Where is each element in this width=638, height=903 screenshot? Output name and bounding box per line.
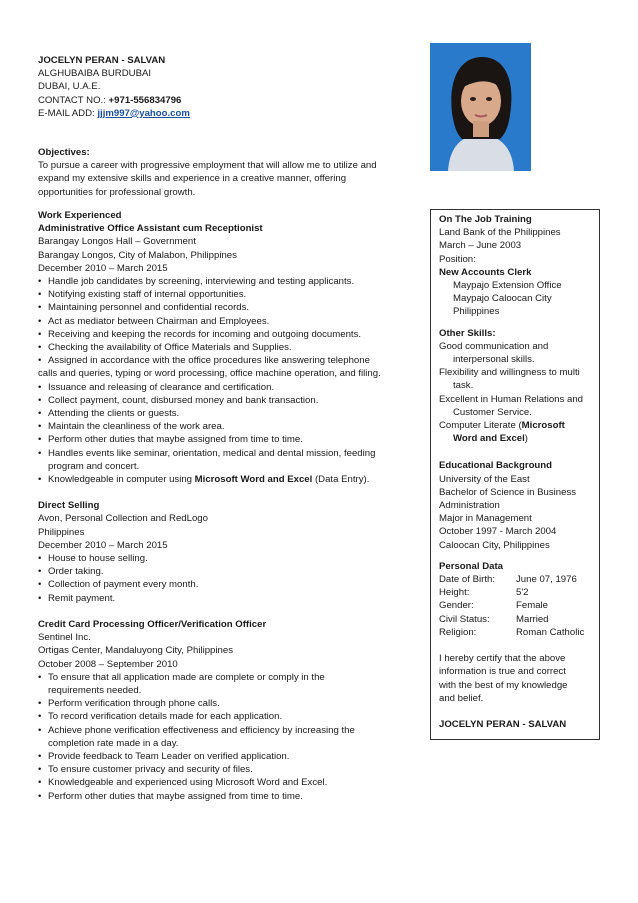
job-bullet: • Assigned in accordance with the office procedures like answering telephone (38, 354, 413, 367)
work-title: Work Experienced (38, 210, 122, 221)
ojt-title: On The Job Training (439, 214, 532, 225)
email (38, 107, 398, 120)
bullet-text: (Data Entry). (312, 474, 370, 486)
sidebar-box (430, 209, 600, 740)
certify-line: and belief. (439, 692, 484, 704)
education-line: Major in Management (439, 513, 532, 525)
job-detail: Barangay Longos, City of Malabon, Philippines (38, 249, 237, 261)
job-bullet (38, 473, 413, 486)
ojt-line: Position: (439, 253, 476, 265)
applicant-name: JOCELYN PERAN - SALVAN (38, 55, 166, 66)
personal-row (439, 626, 591, 639)
job-bullet-continuation: program and concert. (48, 460, 140, 472)
email-link[interactable]: jjjm997@yahoo.com (97, 107, 190, 119)
job-bullet: • Perform verification through phone calls. (38, 697, 413, 710)
skill-text: ) (524, 433, 528, 445)
job-bullet: • Notifying existing staff of internal opportunities. (38, 288, 413, 301)
certify-line: information is true and correct (439, 666, 566, 678)
personal-key: Date of Birth: (439, 574, 495, 586)
job-bullet: • Collection of payment every month. (38, 578, 413, 591)
objectives-line: To pursue a career with progressive employment that will allow me to utilize and (38, 160, 377, 172)
personal-value: June 07, 1976 (516, 574, 577, 586)
job-bullet: • Maintaining personnel and confidential records. (38, 301, 413, 314)
certify-line: with the best of my knowledge (439, 679, 568, 691)
certify-line: I hereby certify that the above (439, 653, 566, 665)
job-position: Direct Selling (38, 500, 100, 512)
personal-row (439, 599, 591, 612)
education-line: Administration (439, 500, 500, 512)
job-bullet: • To ensure that all application made are complete or comply in the (38, 671, 413, 684)
personal-key: Gender: (439, 600, 474, 612)
job-bullet: • Handles events like seminar, orientation, medical and dental mission, feeding (38, 447, 413, 460)
portrait-image (430, 43, 531, 171)
contact-label: CONTACT NO.: (38, 94, 109, 106)
education-line: October 1997 - March 2004 (439, 526, 557, 538)
skill-item (439, 419, 591, 432)
job-bullet-continuation: calls and queries, typing or word processing, office machine operation, and filing. (38, 368, 381, 380)
contact-header (38, 54, 398, 120)
job-bullet: • Handle job candidates by screening, interviewing and testing applicants. (38, 275, 413, 288)
skill-text: Computer Literate ( (439, 420, 522, 432)
job-bullet: • Checking the availability of Office Materials and Supplies. (38, 341, 413, 354)
job-detail: December 2010 – March 2015 (38, 539, 168, 551)
personal-row (439, 573, 591, 586)
objectives-line: opportunities for professional growth. (38, 186, 196, 198)
job-bullet: • Knowledgeable and experienced using Microsoft Word and Excel. (38, 776, 413, 789)
skill-item-continuation: interpersonal skills. (453, 354, 535, 366)
job-bullet: • Perform other duties that maybe assigned from time to time. (38, 433, 413, 446)
personal-key: Civil Status: (439, 613, 490, 625)
personal-row (439, 586, 591, 599)
personal-value: Roman Catholic (516, 626, 585, 638)
job-bullet: • Collect payment, count, disbursed money and bank transaction. (38, 394, 413, 407)
skill-bold-text: Microsoft (521, 420, 565, 432)
job-position: Credit Card Processing Officer/Verification Officer (38, 618, 267, 630)
profile-photo (430, 43, 531, 171)
skill-item-continuation: Customer Service. (453, 406, 532, 418)
job-position: Administrative Office Assistant cum Receptionist (38, 223, 263, 235)
ojt-place: Maypajo Caloocan City (453, 293, 552, 305)
personal-value: Female (516, 600, 548, 612)
personal-title: Personal Data (439, 560, 503, 572)
job-detail: October 2008 – September 2010 (38, 658, 178, 670)
email-label: E-MAIL ADD: (38, 107, 98, 119)
job-detail: Philippines (38, 526, 85, 538)
job-bullet: • Receiving and keeping the records for incoming and outgoing documents. (38, 328, 413, 341)
skill-item-continuation (439, 432, 591, 445)
ojt-place: Maypajo Extension Office (453, 280, 562, 292)
objectives-section (38, 146, 408, 199)
job-bullet: • Act as mediator between Chairman and Employees. (38, 315, 413, 328)
skill-item-continuation: task. (453, 380, 474, 392)
contact-number (38, 94, 398, 107)
skill-item: Good communication and (439, 340, 549, 352)
skills-title: Other Skills: (439, 327, 496, 339)
job-bullet: • Achieve phone verification effectiveness and efficiency by increasing the (38, 724, 413, 737)
personal-key: Height: (439, 587, 470, 599)
job-detail: Avon, Personal Collection and RedLogo (38, 513, 208, 525)
job-bullet: • House to house selling. (38, 552, 413, 565)
job-bullet: • Issuance and releasing of clearance and certification. (38, 381, 413, 394)
job-detail: Barangay Longos Hall – Government (38, 236, 196, 248)
contact-value: +971-556834796 (108, 94, 182, 106)
job-bullet: • Attending the clients or guests. (38, 407, 413, 420)
work-experience-section (38, 209, 413, 803)
job-detail: December 2010 – March 2015 (38, 262, 168, 274)
objectives-title: Objectives: (38, 147, 90, 158)
bullet-text: Knowledgeable in computer using (48, 474, 195, 486)
education-line: University of the East (439, 473, 530, 485)
job-bullet: • Provide feedback to Team Leader on verified application. (38, 750, 413, 763)
job-detail: Ortigas Center, Mandaluyong City, Philippines (38, 645, 233, 657)
objectives-line: expand my extensive skills and experience in a creative manner, offering (38, 173, 347, 185)
personal-value: 5'2 (516, 587, 529, 599)
job-bullet-continuation: requirements needed. (48, 684, 142, 696)
skill-item: Excellent in Human Relations and (439, 393, 583, 405)
skill-item: Flexibility and willingness to multi (439, 367, 580, 379)
personal-row (439, 613, 591, 626)
job-bullet-continuation: completion rate made in a day. (48, 737, 179, 749)
education-line: Bachelor of Science in Business (439, 486, 577, 498)
education-title: Educational Background (439, 460, 553, 472)
address-line-2: DUBAI, U.A.E. (38, 81, 101, 93)
job-bullet: • To ensure customer privacy and security of files. (38, 763, 413, 776)
job-bullet: • Remit payment. (38, 592, 413, 605)
education-line: Caloocan City, Philippines (439, 539, 550, 551)
job-detail: Sentinel Inc. (38, 632, 91, 644)
personal-key: Religion: (439, 626, 477, 638)
skill-bold-text: Word and Excel (453, 433, 525, 445)
bullet-bold-text: Microsoft Word and Excel (194, 474, 313, 486)
job-bullet: • Order taking. (38, 565, 413, 578)
ojt-position: New Accounts Clerk (439, 266, 532, 278)
personal-value: Married (516, 613, 549, 625)
signature-name: JOCELYN PERAN - SALVAN (439, 718, 567, 730)
address-line-1: ALGHUBAIBA BURDUBAI (38, 68, 152, 80)
ojt-place: Philippines (453, 306, 500, 318)
job-bullet: • Perform other duties that maybe assigned from time to time. (38, 790, 413, 803)
ojt-line: March – June 2003 (439, 240, 522, 252)
job-bullet: • To record verification details made for each application. (38, 710, 413, 723)
job-bullet: • Maintain the cleanliness of the work area. (38, 420, 413, 433)
ojt-line: Land Bank of the Philippines (439, 227, 561, 239)
